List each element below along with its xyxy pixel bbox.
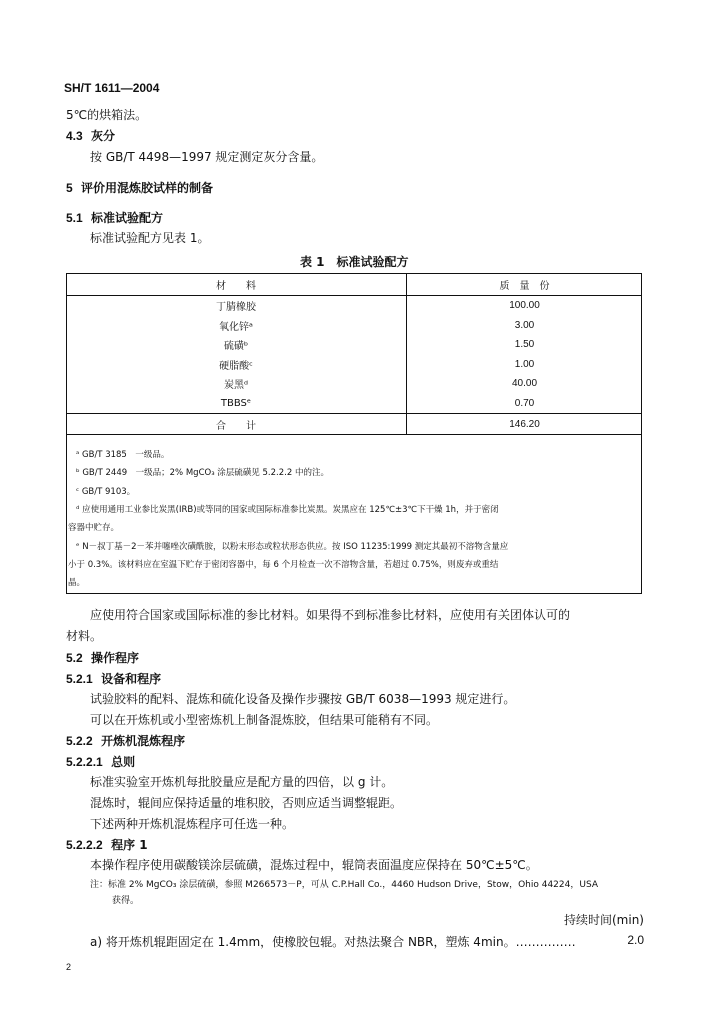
- table-footnote-e-cont: 晶。: [68, 578, 86, 588]
- paragraph: 标准实验室开炼机每批胶量应是配方量的四倍，以 g 计。: [90, 775, 394, 789]
- section-heading-5-1: [66, 209, 163, 226]
- table-footnote-d-cont: 容器中贮存。: [68, 523, 120, 533]
- table-row: [66, 394, 642, 414]
- paragraph: 混炼时，辊间应保持适量的堆积胶，否则应适当调整辊距。: [90, 796, 403, 810]
- table-footnote-b: ᵇ GB/T 2449 一级品；2% MgCO₃ 涂层硫磺见 5.2.2.2 中的注。: [76, 468, 329, 478]
- section-title: 操作程序: [91, 651, 140, 665]
- table-footnote-a: ᵃ GB/T 3185 一级品。: [76, 450, 170, 460]
- paragraph: 标准试验配方见表 1。: [90, 231, 210, 245]
- section-number: 4.3: [66, 129, 83, 143]
- standard-code-header: SH/T 1611—2004: [64, 81, 160, 95]
- table-caption: 表 1 标准试验配方: [300, 255, 409, 269]
- paragraph: 5℃的烘箱法。: [66, 108, 148, 122]
- table-footnote-e-cont: 小于 0.3%。该材料应在室温下贮存于密闭容器中，每 6 个月检查一次不溶物含量，若超过 0.75%，则废弃或重结: [68, 560, 499, 570]
- section-heading-5-2-2-2: [66, 836, 148, 853]
- total-value-cell: 146.20: [407, 414, 643, 435]
- material-cell: 硫磺ᵇ: [66, 335, 407, 355]
- section-number: 5.2.2.1: [66, 755, 103, 769]
- procedure-step-a: a) 将开炼机辊距固定在 1.4mm，使橡胶包辊。对热法聚合 NBR，塑炼 4min。……………: [90, 935, 576, 949]
- material-cell: 硬脂酸ᶜ: [66, 355, 407, 375]
- section-title: 评价用混炼胶试样的制备: [81, 181, 214, 195]
- section-heading-5: [66, 179, 213, 196]
- paragraph: 本操作程序使用碳酸镁涂层硫磺，混炼过程中，辊筒表面温度应保持在 50℃±5℃。: [90, 858, 538, 872]
- materials-table: [66, 274, 642, 435]
- section-number: 5.1: [66, 211, 83, 225]
- parts-cell: 1.00: [514, 358, 535, 370]
- section-heading-5-2: [66, 649, 139, 666]
- material-cell: 炭黑ᵈ: [66, 374, 407, 394]
- table-total-row: [66, 414, 642, 435]
- section-number: 5.2.2: [66, 734, 93, 748]
- table-row: [66, 335, 642, 355]
- table-footnote-d: ᵈ 应使用通用工业参比炭黑(IRB)或等同的国家或国际标准参比炭黑。炭黑应在 125℃±3℃下干燥 1h，并于密闭: [76, 505, 499, 515]
- parts-cell: 1.50: [514, 339, 535, 351]
- section-heading-4-3: [66, 127, 115, 144]
- paragraph: 可以在开炼机或小型密炼机上制备混炼胶，但结果可能稍有不同。: [90, 713, 439, 727]
- section-heading-5-2-2-1: [66, 753, 135, 770]
- table-row: [66, 374, 642, 394]
- note-cont: 获得。: [112, 896, 140, 906]
- section-number: 5.2.1: [66, 672, 93, 686]
- column-header-material: 材 料: [66, 274, 407, 296]
- section-heading-5-2-1: [66, 670, 161, 687]
- section-title: 总则: [111, 755, 136, 769]
- section-heading-5-2-2: [66, 732, 185, 749]
- table-row: [66, 316, 642, 336]
- parts-cell: 40.00: [511, 378, 538, 390]
- table-footnote-c: ᶜ GB/T 9103。: [76, 487, 136, 497]
- column-header-parts: 质 量 份: [407, 274, 643, 296]
- section-title: 灰分: [91, 129, 116, 143]
- paragraph: 试验胶料的配料、混炼和硫化设备及操作步骤按 GB/T 6038—1993 规定进行。: [90, 692, 516, 706]
- page-number: 2: [66, 962, 72, 972]
- table-row: [66, 355, 642, 375]
- table-row: [66, 296, 642, 316]
- paragraph: 下述两种开炼机混炼程序可任选一种。: [90, 817, 295, 831]
- table-header-row: [66, 274, 642, 296]
- section-number: 5.2.2.2: [66, 838, 103, 852]
- section-title: 标准试验配方: [91, 211, 164, 225]
- material-cell: 丁腈橡胶: [66, 296, 407, 316]
- section-title: 开炼机混炼程序: [101, 734, 186, 748]
- procedure-step-a-duration: 2.0: [627, 933, 644, 947]
- table-footnote-e: ᵉ N－叔丁基－2－苯并噻唑次磺酰胺，以粉末形态或粒状形态供应。按 ISO 11235:1999 测定其最初不溶物含量应: [76, 542, 509, 552]
- total-label-cell: 合 计: [66, 414, 407, 435]
- parts-cell: 0.70: [514, 397, 535, 409]
- paragraph: 按 GB/T 4498—1997 规定测定灰分含量。: [90, 150, 324, 164]
- parts-cell: 100.00: [509, 300, 540, 312]
- section-number: 5.2: [66, 651, 83, 665]
- material-cell: TBBSᵉ: [66, 394, 407, 414]
- parts-cell: 3.00: [514, 319, 535, 331]
- paragraph-cont: 材料。: [66, 629, 103, 643]
- section-title: 程序 1: [111, 838, 148, 852]
- paragraph: 应使用符合国家或国际标准的参比材料。如果得不到标准参比材料，应使用有关团体认可的: [90, 608, 571, 622]
- section-title: 设备和程序: [101, 672, 162, 686]
- material-cell: 氧化锌ᵃ: [66, 316, 407, 336]
- section-number: 5: [66, 181, 73, 195]
- duration-column-label: 持续时间(min): [564, 913, 644, 927]
- note: 注：标准 2% MgCO₃ 涂层硫磺，参照 M266573－P，可从 C.P.Hall Co.，4460 Hudson Drive，Stow，Ohio 44224，USA: [90, 880, 598, 890]
